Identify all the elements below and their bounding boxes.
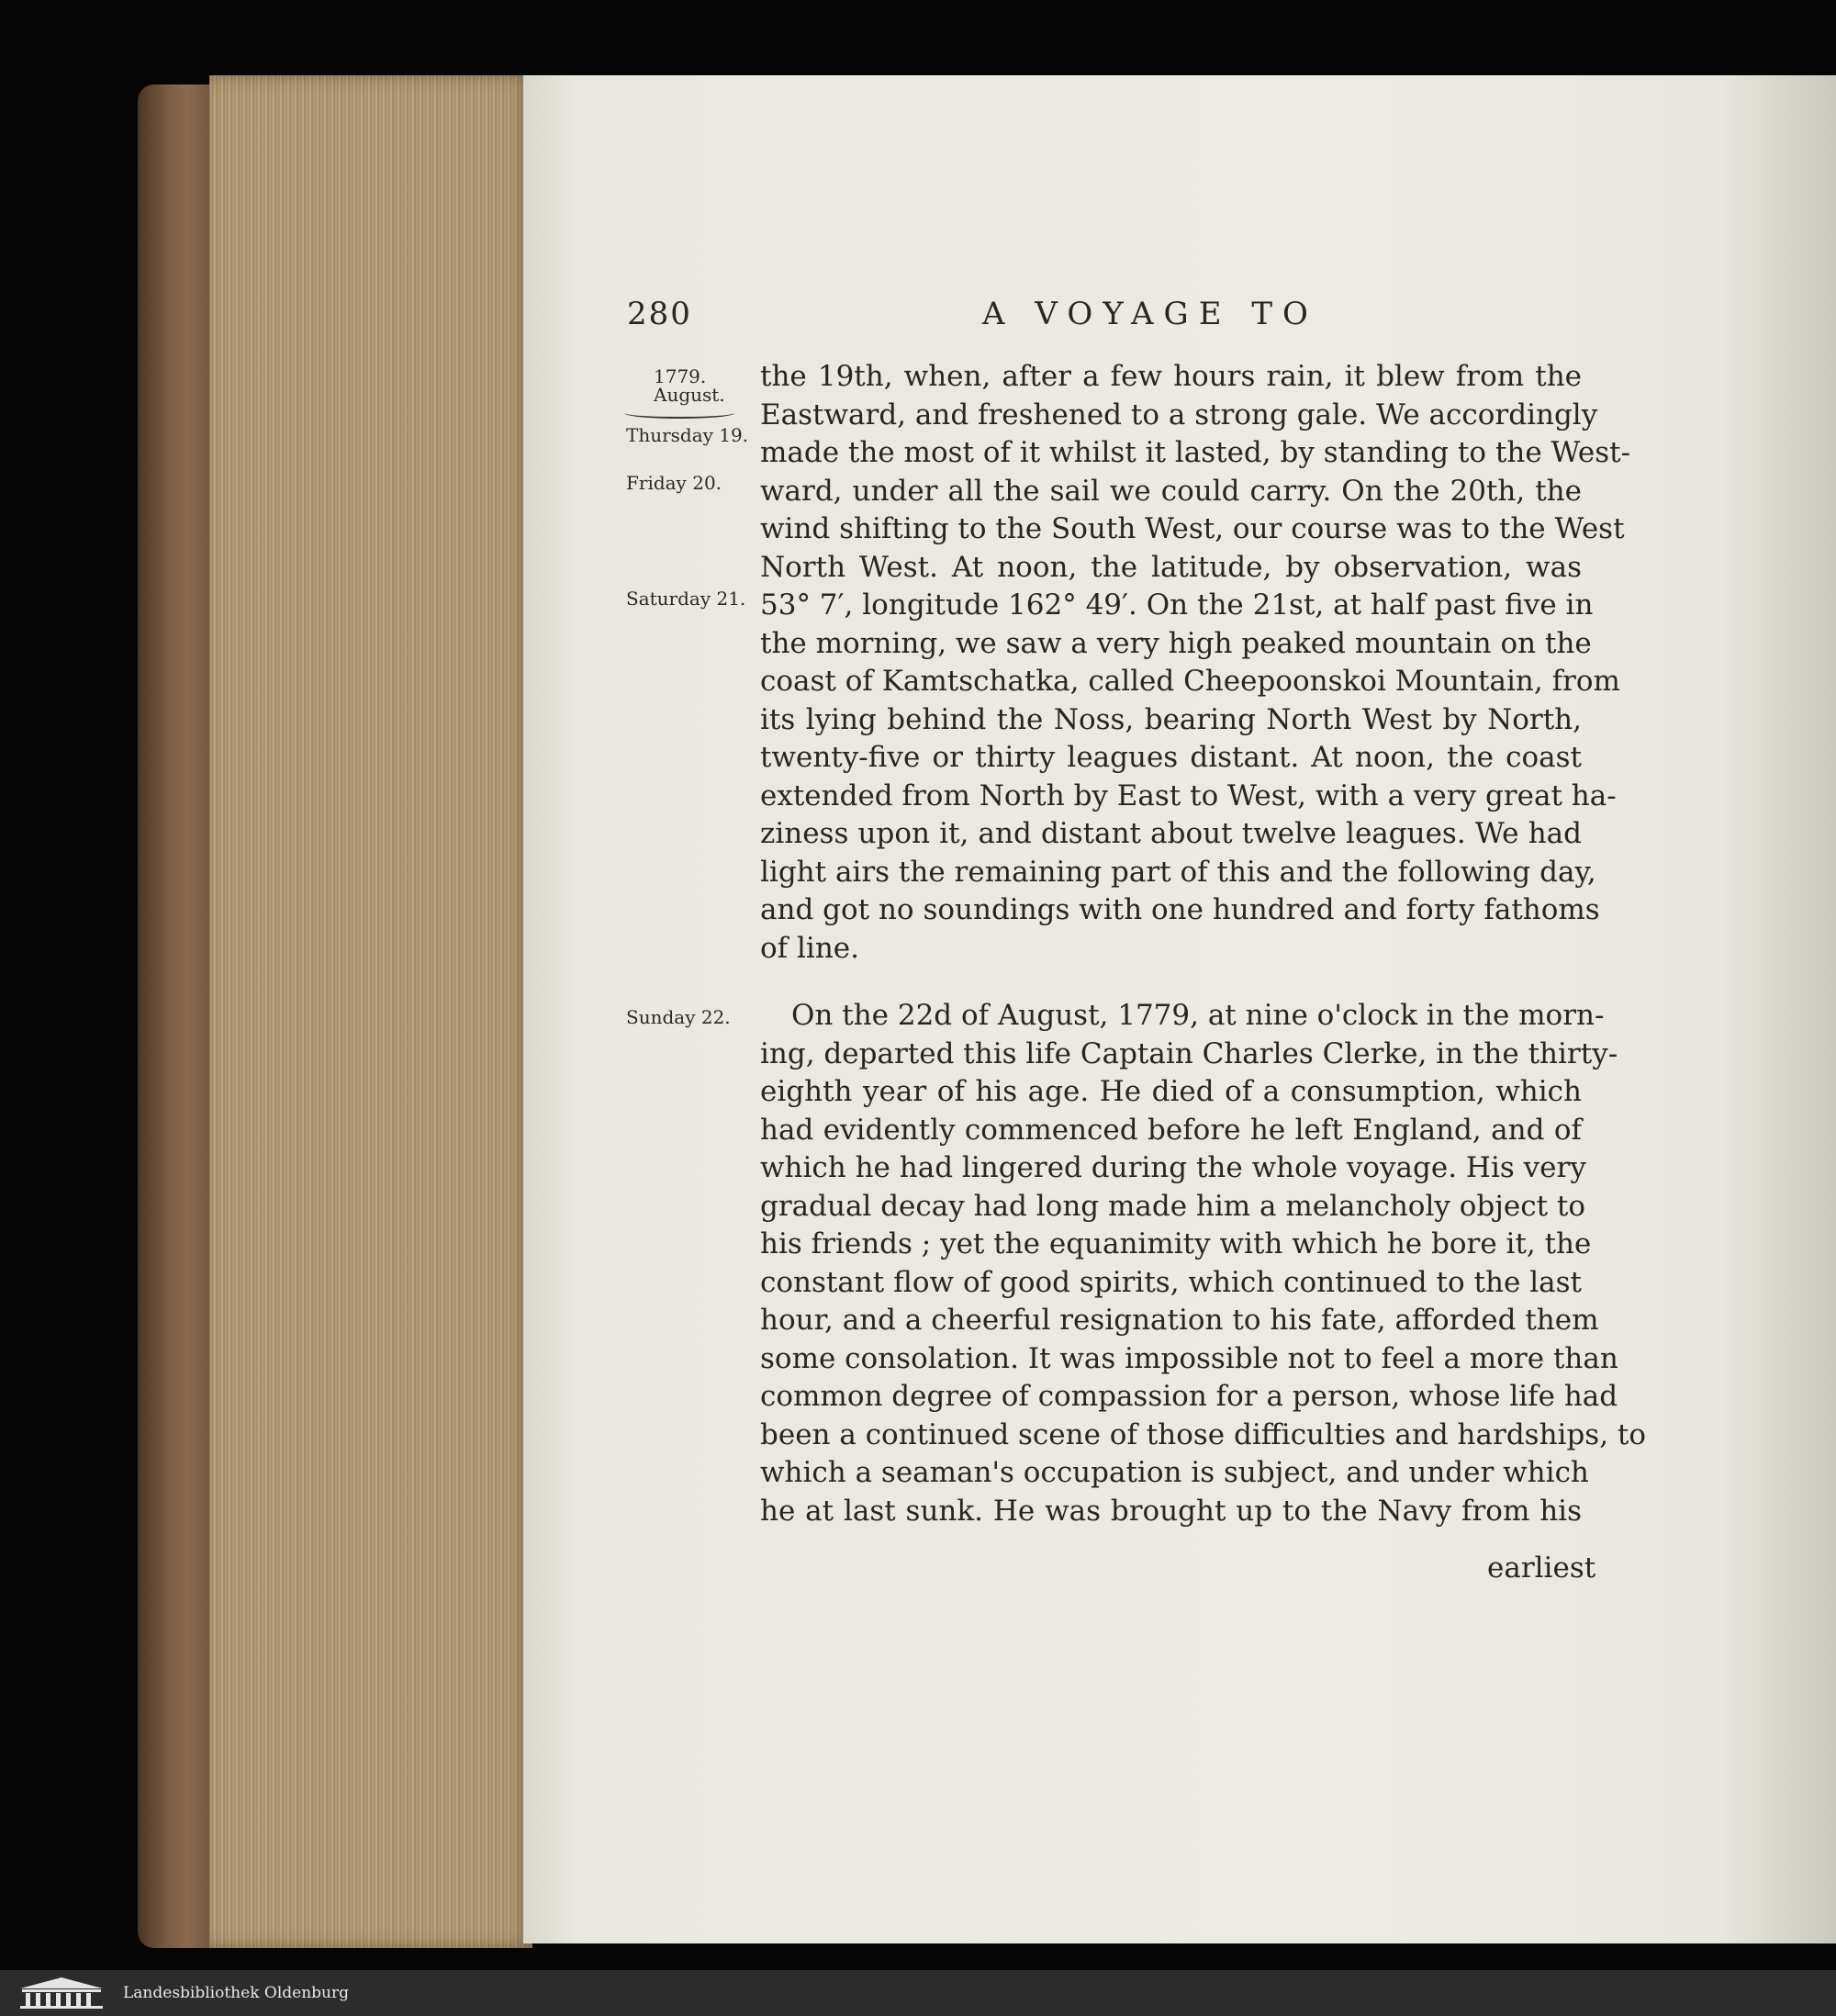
text-line: ing, departed this life Captain Charles Clerke, in the thirty-: [760, 1036, 1618, 1070]
text-line: which he had lingered during the whole voyage. His very: [760, 1151, 1586, 1184]
text-line: 53° 7′, longitude 162° 49′. On the 21st, at half past five in: [760, 588, 1594, 622]
library-building-icon: [11, 1976, 112, 2010]
margin-note-year: 1779.: [654, 365, 707, 387]
text-line: had evidently commenced before he left England, and of: [760, 1113, 1582, 1147]
book-cover-edge: [138, 84, 220, 1948]
margin-note-thursday: Thursday 19.: [626, 424, 749, 446]
running-head: A VOYAGE TO: [982, 296, 1318, 332]
margin-note-friday: Friday 20.: [626, 472, 722, 494]
text-line: extended from North by East to West, with a very great ha-: [760, 778, 1617, 812]
page-fore-edge: [209, 75, 532, 1948]
text-line: On the 22d of August, 1779, at nine o'clock in the morn-: [791, 999, 1605, 1032]
text-line: been a continued scene of those difficulties and hardships, to: [760, 1417, 1647, 1451]
text-line: its lying behind the Noss, bearing North West by North,: [760, 702, 1582, 736]
text-line: some consolation. It was impossible not to feel a more than: [760, 1341, 1618, 1375]
text-line: hour, and a cheerful resignation to his fate, afforded them: [760, 1304, 1599, 1337]
page-number: 280: [627, 296, 692, 332]
text-line: and got no soundings with one hundred and forty fathoms: [760, 893, 1600, 926]
text-line: which a seaman's occupation is subject, and under which: [760, 1456, 1589, 1489]
text-line: ziness upon it, and distant about twelve leagues. We had: [760, 817, 1582, 850]
text-line: he at last sunk. He was brought up to the Navy from his: [760, 1494, 1582, 1528]
text-line: light airs the remaining part of this and the following day,: [760, 855, 1596, 889]
margin-note-month: August.: [654, 384, 725, 406]
text-line: Eastward, and freshened to a strong gale. We accordingly: [760, 398, 1598, 431]
viewer-footer: [0, 1970, 1836, 2016]
margin-note-sunday: Sunday 22.: [626, 1006, 731, 1028]
text-line: made the most of it whilst it lasted, by standing to the West-: [760, 436, 1631, 469]
text-line: common degree of compassion for a person, whose life had: [760, 1380, 1618, 1413]
text-line: coast of Kamtschatka, called Cheepoonskoi Mountain, from: [760, 665, 1620, 698]
text-line: his friends ; yet the equanimity with which he bore it, the: [760, 1227, 1592, 1260]
catchword: earliest: [1487, 1551, 1596, 1585]
text-line: twenty-five or thirty leagues distant. At noon, the coast: [760, 741, 1582, 774]
text-line: the 19th, when, after a few hours rain, it blew from the: [760, 360, 1582, 393]
paragraph-1: [760, 358, 1631, 968]
margin-brace: [624, 408, 734, 419]
text-line: of line.: [760, 931, 859, 965]
text-line: gradual decay had long made him a melancholy object to: [760, 1189, 1586, 1223]
text-line: the morning, we saw a very high peaked mountain on the: [760, 626, 1592, 660]
text-line: eighth year of his age. He died of a consumption, which: [760, 1075, 1582, 1108]
text-line: North West. At noon, the latitude, by observation, was: [760, 550, 1582, 584]
text-line: ward, under all the sail we could carry. On the 20th, the: [760, 474, 1582, 508]
text-line: constant flow of good spirits, which continued to the last: [760, 1265, 1582, 1299]
margin-note-saturday: Saturday 21.: [626, 588, 746, 610]
paragraph-2: [760, 997, 1647, 1530]
institution-name[interactable]: Landesbibliothek Oldenburg: [123, 1984, 350, 2002]
text-line: wind shifting to the South West, our course was to the West: [760, 512, 1625, 545]
